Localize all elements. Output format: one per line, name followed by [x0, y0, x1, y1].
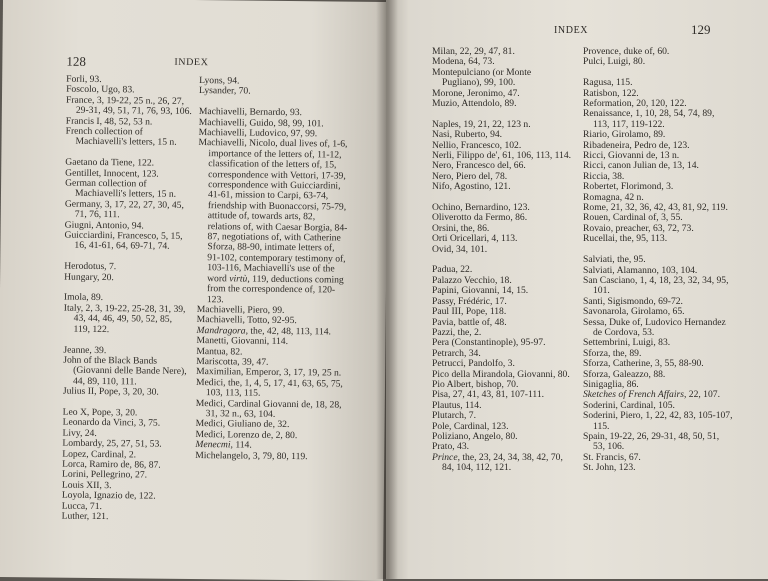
index-entry: Pavia, battle of, 48.: [432, 316, 507, 328]
index-entry: Riario, Girolamo, 89.: [583, 129, 666, 141]
index-entry: Machiavelli, Nicolo, dual lives of, 1-6, importance of the letters of, 11-12, classification of the letters of, 15, correspondence with Vettori, 17-39, correspondence with Guicciardini, 41-61, mission to Carpi, 63-74, friendship with Buonaccorsi, 75-79, attitude of, towards arts, 82, relations of, with Caesar Borgia, 84-87, negotiations of, with Catherine Sforza, 88-90, intimate letters of, 91-102, contemporary testimony of, 103-116, Machiavelli's use of the word virtù, 119, deductions coming from the correspondence of, 120-123.: [198, 137, 348, 305]
index-entry: Lucca, 71.: [61, 500, 103, 512]
index-entry: Jeanne, 39.: [63, 344, 107, 356]
index-entry: Modena, 64, 73.: [432, 56, 495, 68]
index-entry: Sketches of French Affairs, 22, 107.: [583, 389, 720, 401]
index-entry: Milan, 22, 29, 47, 81.: [432, 46, 515, 57]
index-entry: Spain, 19-22, 26, 29-31, 48, 50, 51, 53, 106.: [583, 431, 720, 453]
index-entry: Sinigaglia, 86.: [583, 378, 639, 390]
index-entry: Menecmi, 114.: [195, 439, 252, 451]
index-entry: Herodotus, 7.: [64, 260, 117, 273]
index-entry: San Casciano, 1, 4, 18, 23, 32, 34, 95, 101.: [583, 274, 729, 297]
index-column: [62, 75, 193, 524]
index-entry: Nifo, Agostino, 121.: [432, 181, 511, 193]
index-entry: Orsini, the, 86.: [432, 222, 490, 234]
index-entry: Machiavelli, Ludovico, 97, 99.: [198, 127, 318, 140]
index-entry: Nasi, Ruberto, 94.: [432, 129, 503, 141]
index-entry: Prato, 43.: [432, 441, 470, 453]
index-entry: Luther, 121.: [61, 510, 109, 523]
index-entry: Muzio, Attendolo, 89.: [432, 98, 517, 110]
index-entry: Ricci, canon Julian de, 13, 14.: [583, 160, 699, 172]
index-entry: Morone, Jeronimo, 47.: [432, 87, 520, 99]
index-entry: Mariscotta, 39, 47.: [196, 355, 269, 368]
index-entry: Plautus, 114.: [432, 399, 482, 411]
index-entry: Nero, Piero del, 78.: [432, 170, 508, 182]
index-entry: Soderini, Piero, 1, 22, 42, 83, 105-107, 115.: [583, 410, 733, 432]
index-entry: Livy, 24.: [62, 427, 97, 439]
index-entry: Ratisbon, 122.: [583, 87, 639, 99]
index-entry: Sforza, the, 89.: [583, 347, 642, 359]
index-entry: Rovaio, preacher, 63, 72, 73.: [583, 222, 694, 234]
index-entry: Francis I, 48, 52, 53 n.: [65, 115, 153, 128]
index-entry: Nerli, Filippo de', 61, 106, 113, 114.: [432, 150, 572, 162]
index-entry: Mantua, 82.: [196, 345, 243, 358]
index-entry: Reformation, 20, 120, 122.: [583, 98, 687, 110]
index-entry: Pazzi, the, 2.: [432, 326, 482, 338]
index-entry: Lyons, 94.: [199, 75, 240, 87]
index-entry: Nellio, Francesco, 102.: [432, 139, 522, 151]
index-entry: Lombardy, 25, 27, 51, 53.: [62, 437, 162, 450]
index-entry: Gentillet, Innocent, 123.: [65, 167, 159, 180]
index-entry: Leo X, Pope, 3, 20.: [62, 406, 138, 419]
index-entry: Lorca, Ramiro de, 86, 87.: [62, 458, 161, 471]
index-entry: St. John, 123.: [583, 462, 636, 474]
index-entry: Maximilian, Emperor, 3, 17, 19, 25 n.: [196, 366, 342, 379]
index-entry: Guicciardini, Francesco, 5, 15, 16, 41-61, 64, 69-71, 74.: [64, 229, 183, 253]
index-entry: Julius II, Pope, 3, 20, 30.: [62, 385, 159, 398]
index-entry: French collection of Machiavelli's letters, 15 n.: [65, 125, 177, 149]
index-entry: Medici, the, 1, 4, 5, 17, 41, 63, 65, 75, 103, 113, 115.: [195, 376, 343, 399]
index-entry: Pole, Cardinal, 123.: [432, 420, 509, 432]
index-entry: Soderini, Cardinal, 105.: [583, 399, 675, 411]
index-entry: Santi, Sigismondo, 69-72.: [583, 295, 683, 307]
index-entry: Ragusa, 115.: [583, 77, 633, 89]
index-entry: Sforza, Catherine, 3, 55, 88-90.: [583, 358, 704, 370]
index-entry: Lysander, 70.: [199, 85, 251, 97]
index-entry: Lopez, Cardinal, 2.: [62, 448, 137, 460]
index-entry: Nero, Francesco del, 66.: [432, 160, 526, 172]
index-entry: Machiavelli, Totto, 92-95.: [196, 314, 297, 327]
page-number: 129: [691, 22, 711, 37]
index-column: [432, 47, 572, 474]
index-entry: Ricci, Giovanni de, 13 n.: [583, 150, 680, 162]
index-entry: Foscolo, Ugo, 83.: [66, 84, 135, 96]
index-entry: Louis XII, 3.: [61, 479, 112, 491]
index-entry: Ovid, 34, 101.: [432, 243, 488, 255]
index-entry: Gaetano da Tiene, 122.: [65, 156, 155, 169]
index-entry: Pera (Constantinople), 95-97.: [432, 337, 546, 349]
index-entry: Riccia, 38.: [583, 170, 625, 182]
index-entry: Forli, 93.: [66, 73, 102, 86]
index-entry: Poliziano, Angelo, 80.: [432, 430, 518, 442]
index-entry: Papini, Giovanni, 14, 15.: [432, 285, 529, 297]
running-head: INDEX: [174, 56, 209, 69]
index-entry: Machiavelli, Piero, 99.: [196, 303, 285, 316]
index-entry: Passy, Frédéric, 17.: [432, 295, 507, 307]
index-entry: Plutarch, 7.: [432, 410, 476, 422]
index-entry: Romagna, 42 n.: [583, 191, 644, 203]
index-entry: Salviati, the, 95.: [583, 254, 646, 266]
index-entry: Prince, the, 23, 24, 34, 38, 42, 70, 84, 104, 112, 121.: [432, 451, 563, 474]
index-entry: Montepulciano (or Monte Pugliano), 99, 100.: [432, 66, 532, 89]
index-entry: Manetti, Giovanni, 114.: [196, 335, 289, 348]
index-entry: Settembrini, Luigi, 83.: [583, 337, 671, 349]
index-entry: Oliverotto da Fermo, 86.: [432, 212, 528, 224]
index-entry: Sessa, Duke of, Ludovico Hernandez de Cordova, 53.: [583, 316, 726, 338]
index-column: [583, 47, 733, 474]
index-entry: Pisa, 27, 41, 43, 81, 107-111.: [432, 389, 545, 401]
index-entry: Petrucci, Pandolfo, 3.: [432, 358, 515, 370]
index-entry: Salviati, Alamanno, 103, 104.: [583, 264, 698, 276]
index-entry: Medici, Giuliano de, 32.: [195, 418, 290, 431]
right-page: [386, 0, 768, 579]
index-column: [195, 76, 349, 463]
index-entry: Savonarola, Girolamo, 65.: [583, 306, 685, 318]
index-entry: St. Francis, 67.: [583, 451, 641, 463]
index-entry: Lorini, Pellegrino, 27.: [61, 468, 148, 481]
index-entry: Michelangelo, 3, 79, 80, 119.: [195, 449, 308, 462]
index-entry: Pulci, Luigi, 80.: [583, 56, 646, 68]
page-number: 128: [66, 53, 86, 69]
index-entry: Rome, 21, 32, 36, 42, 43, 81, 92, 119.: [583, 202, 728, 214]
index-entry: France, 3, 19-22, 25 n., 26, 27, 29-31, 49, 51, 71, 76, 93, 106.: [65, 94, 192, 118]
index-entry: Rucellai, the, 95, 113.: [583, 233, 668, 245]
index-entry: Palazzo Vecchio, 18.: [432, 274, 512, 286]
index-entry: Imola, 89.: [63, 292, 104, 304]
index-entry: Sforza, Galeazzo, 88.: [583, 368, 666, 380]
index-entry: German collection of Machiavelli's letters, 15 n.: [65, 177, 177, 201]
index-entry: Loyola, Ignazio de, 122.: [61, 489, 156, 502]
index-entry: Renaissance, 1, 10, 28, 54, 74, 89, 113, 117, 119-122.: [583, 108, 715, 130]
index-entry: Rouen, Cardinal of, 3, 55.: [583, 212, 683, 224]
index-entry: John of the Black Bands (Giovanni delle Bande Nere), 44, 89, 110, 111.: [63, 354, 187, 388]
index-entry: Orti Oricellari, 4, 113.: [432, 233, 518, 245]
index-entry: Naples, 19, 21, 22, 123 n.: [432, 118, 531, 130]
index-entry: Italy, 2, 3, 19-22, 25-28, 31, 39, 43, 44, 46, 49, 50, 52, 85, 119, 122.: [63, 302, 186, 335]
index-entry: Hungary, 20.: [64, 271, 114, 283]
index-entry: Machiavelli, Bernardo, 93.: [198, 106, 303, 119]
running-head: INDEX: [554, 25, 589, 36]
index-entry: Machiavelli, Guido, 98, 99, 101.: [198, 116, 324, 129]
index-entry: Robertet, Florimond, 3.: [583, 181, 674, 193]
index-entry: Medici, Cardinal Giovanni de, 18, 28, 31, 32 n., 63, 104.: [195, 397, 342, 420]
index-entry: Paul III, Pope, 118.: [432, 306, 507, 318]
index-entry: Mandragora, the, 42, 48, 113, 114.: [196, 324, 332, 338]
index-entry: Ribadeneira, Pedro de, 123.: [583, 139, 690, 151]
index-entry: Medici, Lorenzo de, 2, 80.: [195, 428, 298, 441]
index-entry: Germany, 3, 17, 22, 27, 30, 45, 71, 76, 111.: [64, 198, 184, 221]
index-entry: Pico della Mirandola, Giovanni, 80.: [432, 368, 570, 380]
index-entry: Ochino, Bernardino, 123.: [432, 202, 530, 214]
index-entry: Padua, 22.: [432, 264, 473, 276]
index-entry: Pio Albert, bishop, 70.: [432, 378, 519, 390]
index-entry: Leonardo da Vinci, 3, 75.: [62, 416, 161, 429]
index-entry: Petrarch, 34.: [432, 347, 481, 359]
index-entry: Giugni, Antonio, 94.: [64, 219, 144, 232]
index-entry: Provence, duke of, 60.: [583, 46, 670, 57]
